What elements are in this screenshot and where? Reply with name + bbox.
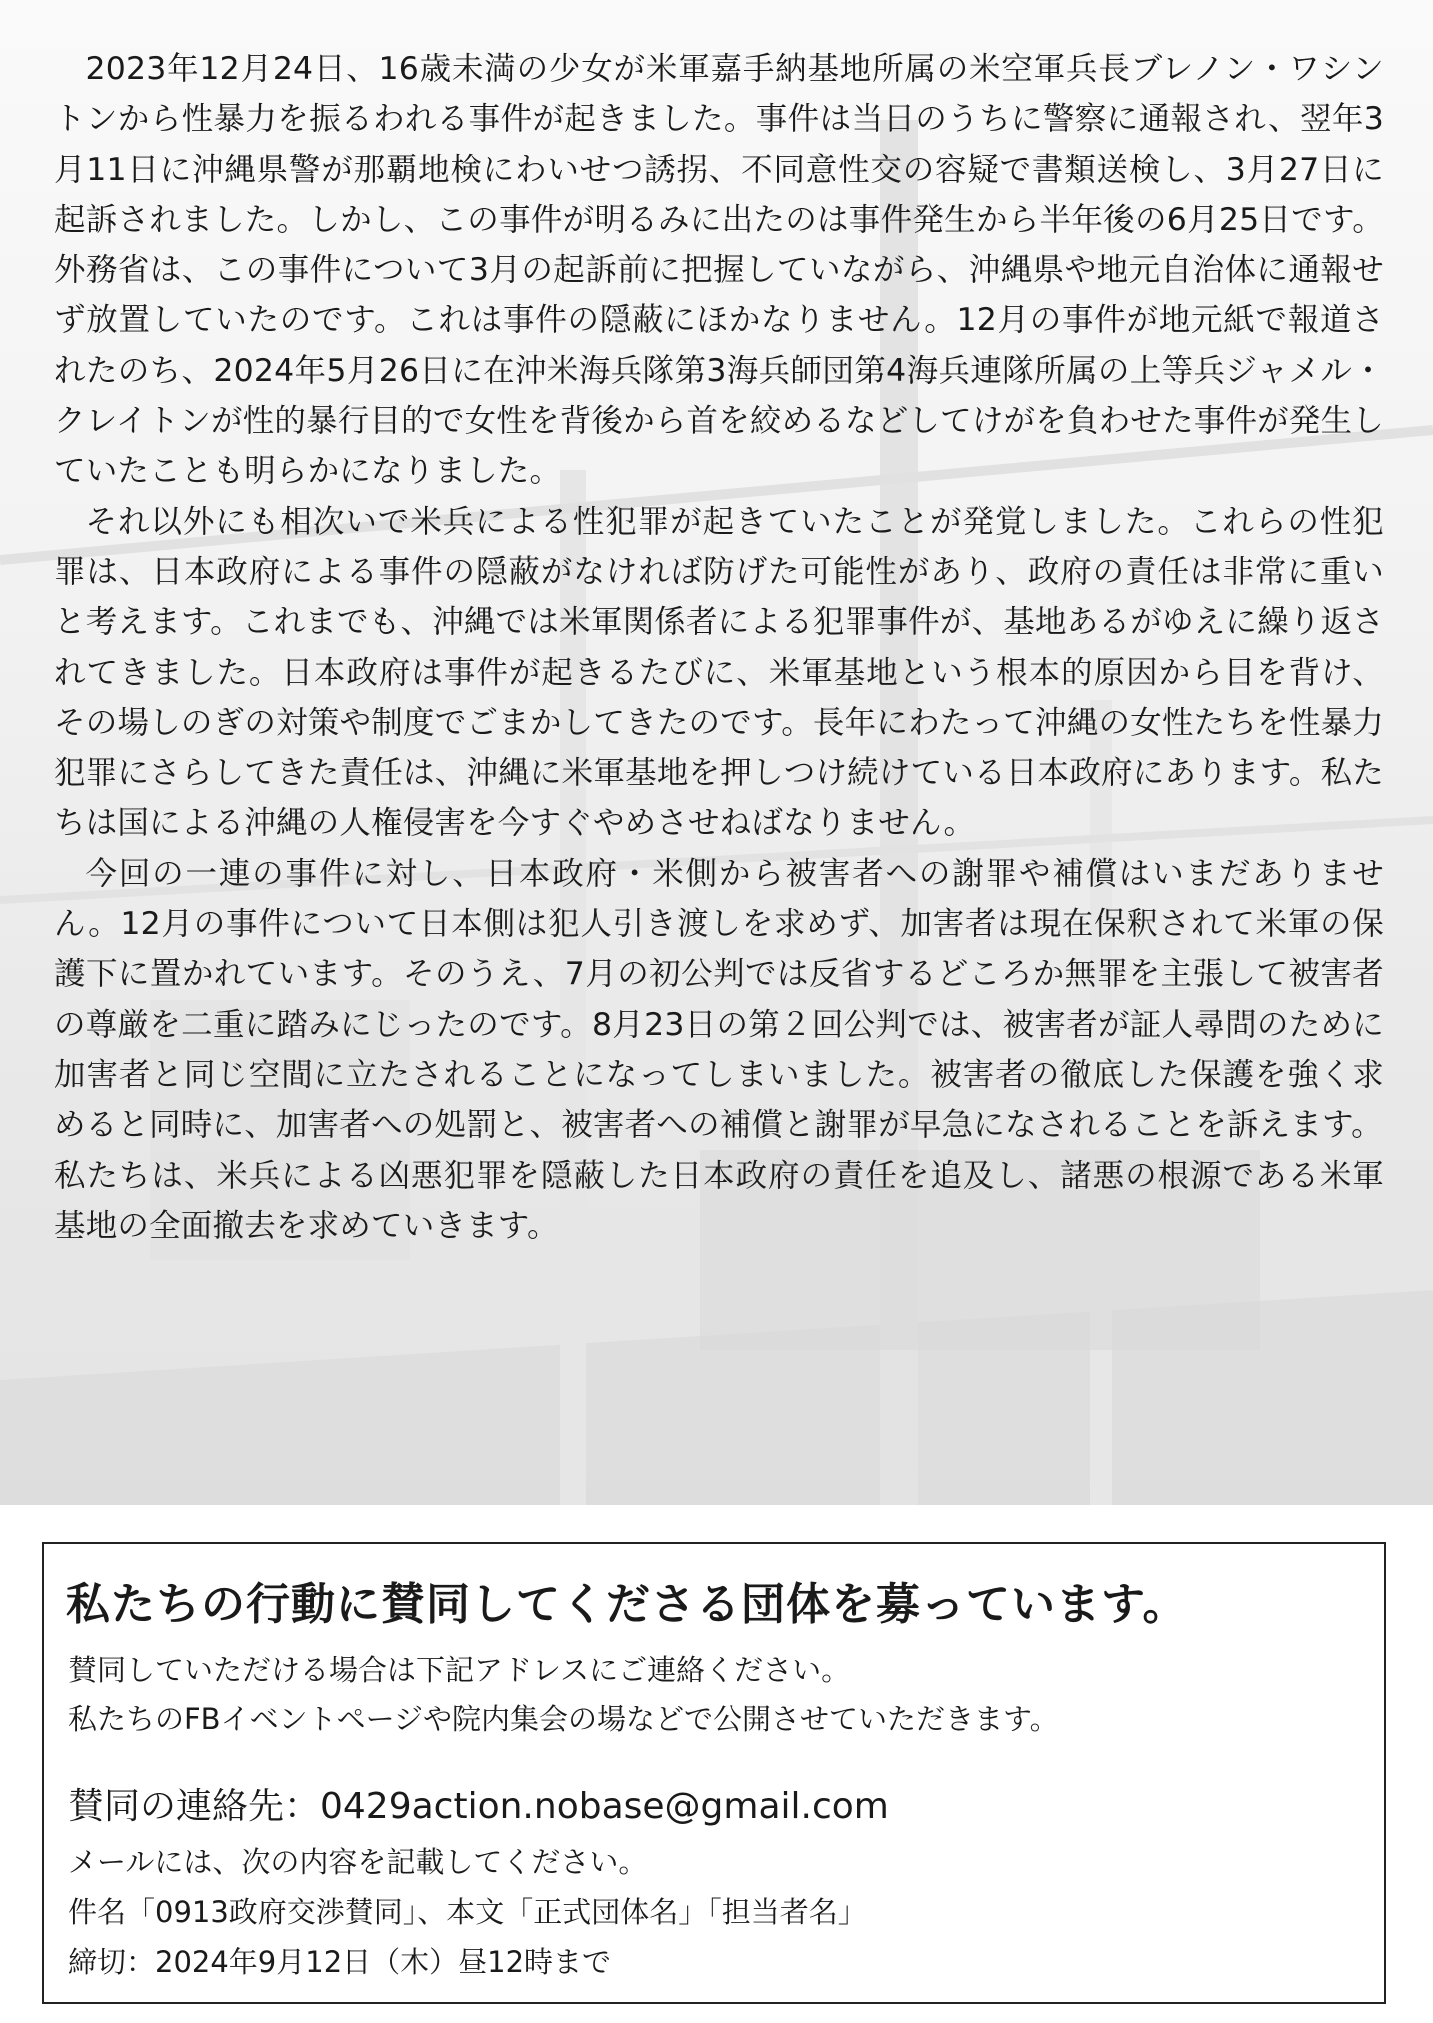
article-paragraph-1: 2023年12月24日、16歳未満の少女が米軍嘉手納基地所属の米空軍兵長ブレノン・ワシントンから性暴力を振るわれる事件が起きました。事件は当日のうちに警察に通報され、翌年3月11日に沖縄県警が那覇地検にわいせつ誘拐、不同意性交の容疑で書類送検し、3月27日に起訴されました。しかし、この事件が明るみに出たのは事件発生から半年後の6月25日です。外務省は、この事件について3月の起訴前に把握していながら、沖縄県や地元自治体に通報せず放置していたのです。これは事件の隠蔽にほかなりません。12月の事件が地元紙で報道されたのち、2024年5月26日に在沖米海兵隊第3海兵師団第4海兵連隊所属の上等兵ジャメル・クレイトンが性的暴行目的で女性を背後から首を絞めるなどしてけがを負わせた事件が発生していたことも明らかになりました。	[54, 51, 1384, 490]
endorsement-heading: 私たちの行動に賛同してくださる団体を募っています。	[66, 1579, 1188, 1630]
mail-content-note: メールには、次の内容を記載してください。	[68, 1845, 648, 1879]
endorsement-deadline: 締切：2024年9月12日（木）昼12時まで	[68, 1945, 612, 1979]
article-paragraph-3: 今回の一連の事件に対し、日本政府・米側から被害者への謝罪や補償はいまだありません。12月の事件について日本側は犯人引き渡しを求めず、加害者は現在保釈されて米軍の保護下に置かれています。そのうえ、7月の初公判では反省するどころか無罪を主張して被害者の尊厳を二重に踏みにじったのです。8月23日の第２回公判では、被害者が証人尋問のために加害者と同じ空間に立たされることになってしまいました。被害者の徹底した保護を強く求めると同時に、加害者への処罰と、被害者への補償と謝罪が早急になされることを訴えます。	[54, 855, 1384, 1144]
endorsement-contact-email: 賛同の連絡先：0429action.nobase@gmail.com	[68, 1786, 889, 1827]
mail-subject-line: 件名「0913政府交渉賛同」、本文「正式団体名」「担当者名」	[68, 1895, 867, 1929]
article-paragraph-2: それ以外にも相次いで米兵による性犯罪が起きていたことが発覚しました。これらの性犯罪は、日本政府による事件の隠蔽がなければ防げた可能性があり、政府の責任は非常に重いと考えます。これまでも、沖縄では米軍関係者による犯罪事件が、基地あるがゆえに繰り返されてきました。日本政府は事件が起きるたびに、米軍基地という根本的原因から目を背け、その場しのぎの対策や制度でごまかしてきたのです。長年にわたって沖縄の女性たちを性暴力犯罪にさらしてきた責任は、沖縄に米軍基地を押しつけ続けている日本政府にあります。私たちは国による沖縄の人権侵害を今すぐやめさせねばなりません。	[54, 503, 1384, 842]
endorsement-instruction: 賛同していただける場合は下記アドレスにご連絡ください。	[68, 1653, 851, 1687]
article-body	[54, 44, 1384, 1251]
article-paragraph-4: 私たちは、米兵による凶悪犯罪を隠蔽した日本政府の責任を追及し、諸悪の根源である米軍基地の全面撤去を求めていきます。	[54, 1157, 1384, 1244]
endorsement-publication-note: 私たちのFBイベントページや院内集会の場などで公開させていただきます。	[68, 1702, 1059, 1736]
endorsement-box	[42, 1542, 1386, 2004]
